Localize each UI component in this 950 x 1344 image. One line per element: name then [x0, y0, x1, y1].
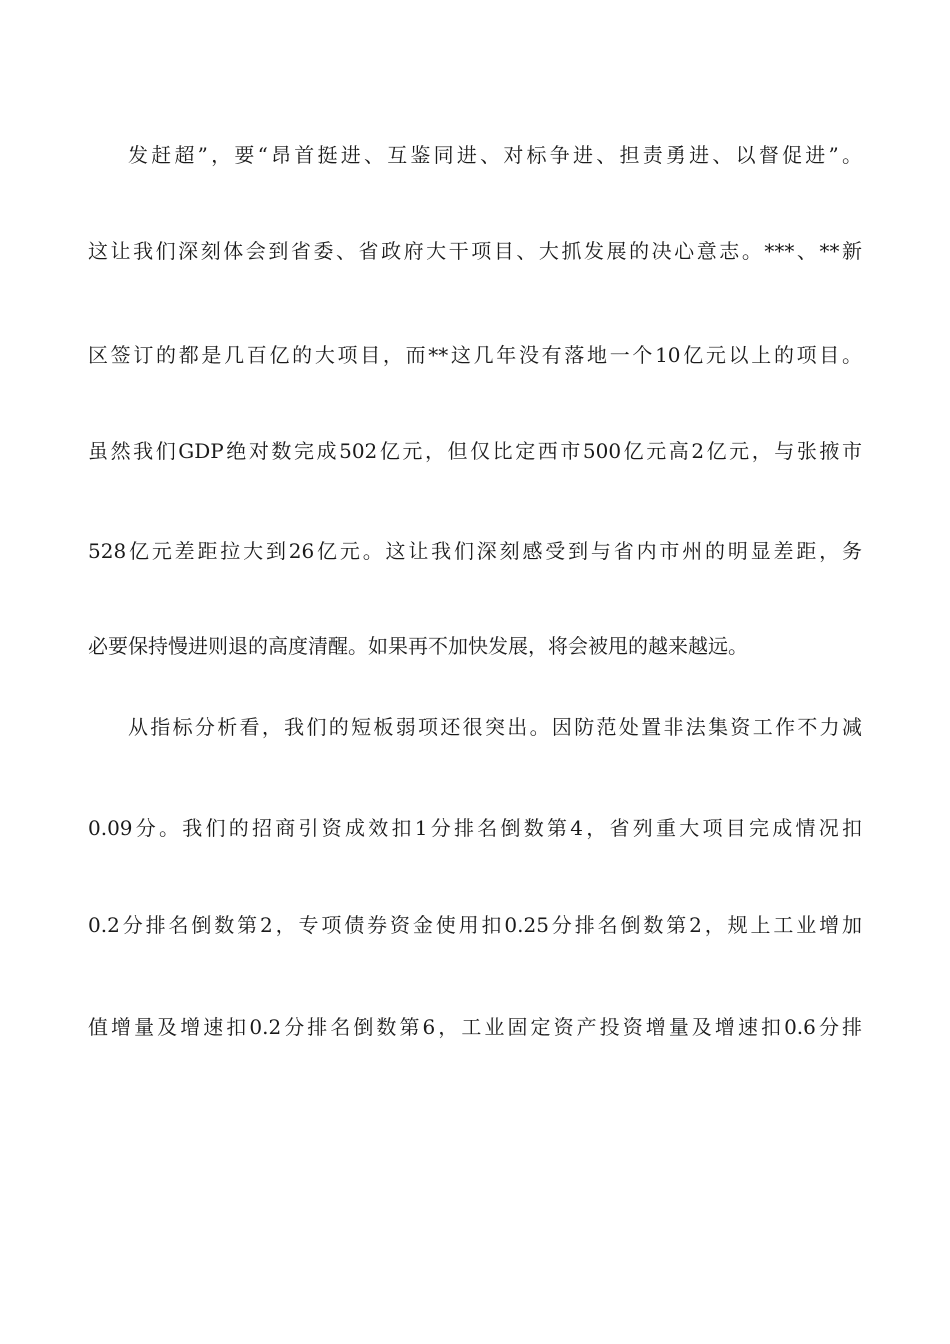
text-line-7: 从指标分析看，我们的短板弱项还很突出。因防范处置非法集资工作不力减 [128, 715, 862, 739]
text-line-9: 0.2分排名倒数第2，专项债券资金使用扣0.25分排名倒数第2，规上工业增加 [88, 913, 862, 937]
text-line-10: 值增量及增速扣0.2分排名倒数第6，工业固定资产投资增量及增速扣0.6分排 [88, 1015, 862, 1039]
text-line-4: 虽然我们GDP绝对数完成502亿元，但仅比定西市500亿元高2亿元，与张掖市 [88, 439, 862, 463]
text-line-6: 必要保持慢进则退的高度清醒。如果再不加快发展，将会被甩的越来越远。 [88, 634, 748, 658]
text-line-2: 这让我们深刻体会到省委、省政府大干项目、大抓发展的决心意志。***、**新 [88, 239, 862, 263]
text-line-1: 发赶超”，要“昂首挺进、互鉴同进、对标争进、担责勇进、以督促进”。 [128, 143, 862, 167]
text-line-5: 528亿元差距拉大到26亿元。这让我们深刻感受到与省内市州的明显差距，务 [88, 539, 862, 563]
text-line-3: 区签订的都是几百亿的大项目，而**这几年没有落地一个10亿元以上的项目。 [88, 343, 862, 367]
text-line-8: 0.09分。我们的招商引资成效扣1分排名倒数第4，省列重大项目完成情况扣 [88, 816, 862, 840]
